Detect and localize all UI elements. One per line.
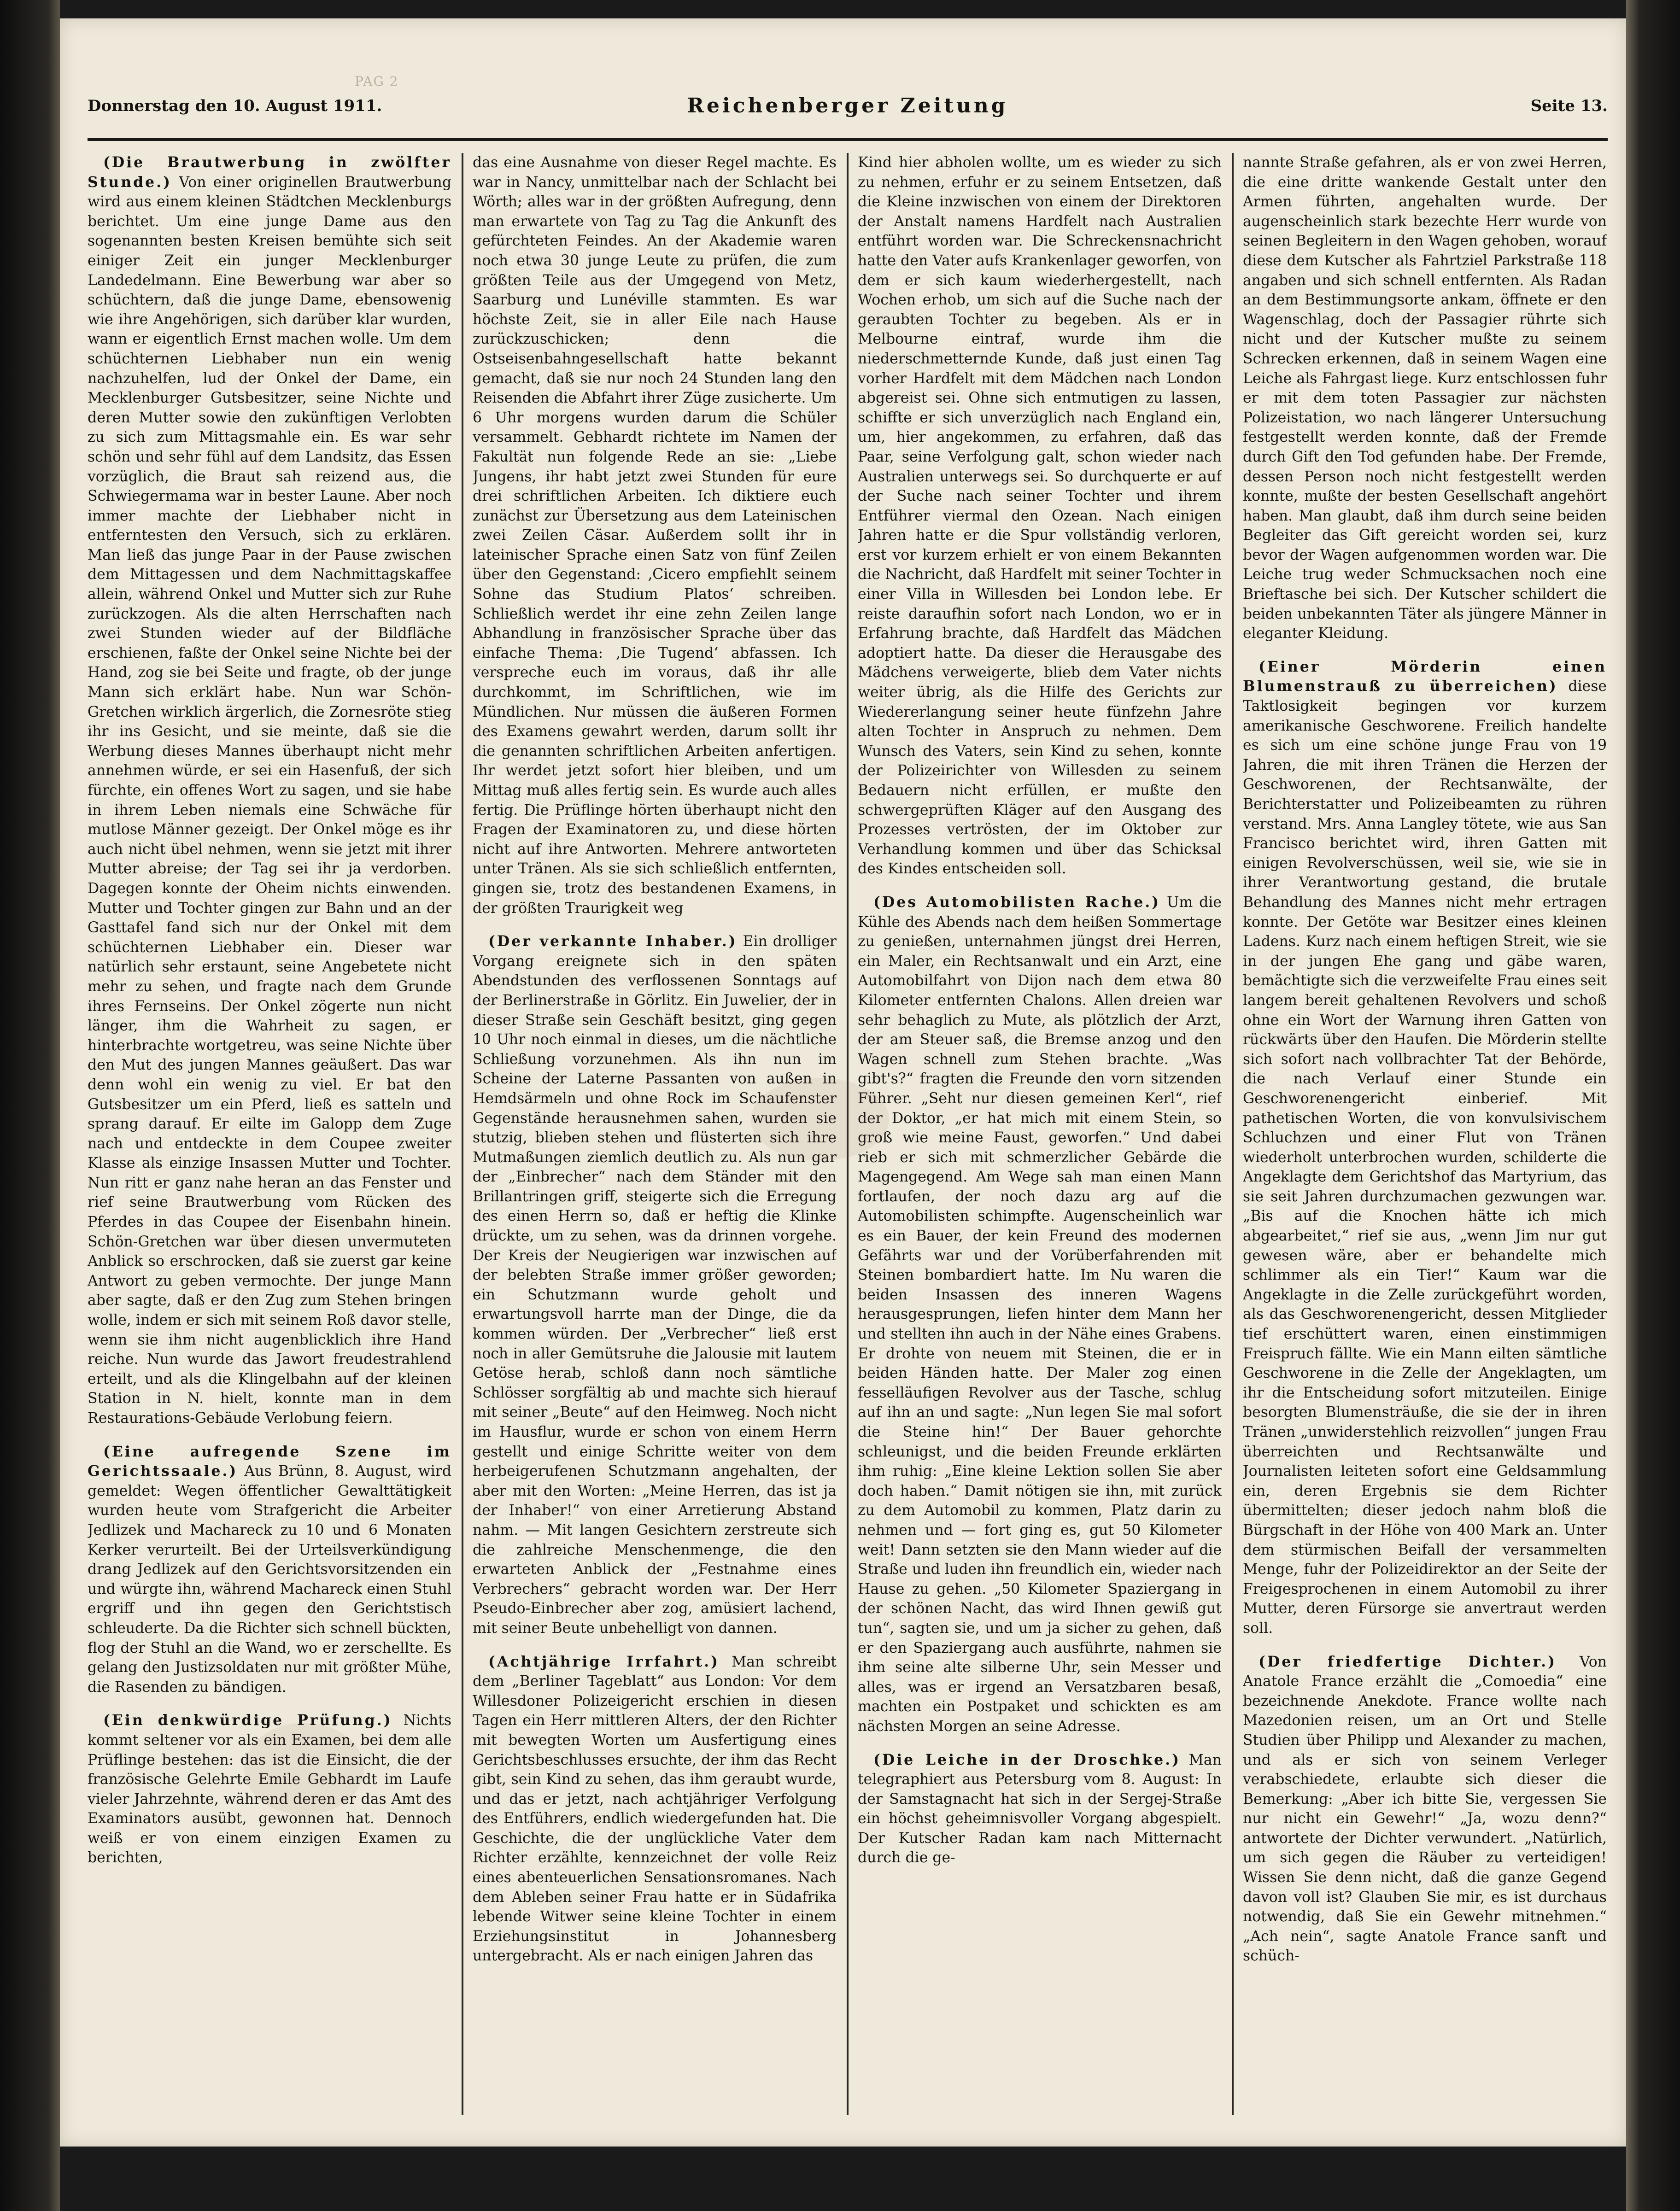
article [858, 153, 1222, 879]
faint-page-mark: PAG 2 [355, 74, 399, 89]
article-heading: (Einer Mörderin einen Blumenstrauß zu überreichen) [1243, 658, 1607, 695]
article-text: Aus Brünn, 8. August, wird gemeldet: Wegen öffentlicher Gewalttätigkeit wurden heute vom Strafgericht die Arbeiter Jedlizek und Machareck zu 10 und 6 Monaten Kerker verurteilt. Bei der Urteilsverkündigung drang Jedlizek auf den Gerichtsvorsitzenden ein und würgte ihn, während Machareck einen Stuhl ergriff und ihn gegen den Gerichtstisch schleuderte. Da die Richter sich schnell bückten, flog der Stuhl an die Wand, wo er zerschellte. Es gelang den Justizsoldaten nur mit größter Mühe, die Rasenden zu bändigen. [88, 1463, 451, 1696]
column-1 [88, 153, 451, 2115]
article-text: Man schreibt dem „Berliner Tageblatt“ aus London: Vor dem Willesdoner Polizeigericht erschien in diesen Tagen ein Herr mittleren Alters, der den Richter mit bewegten Worten um Ausfertigung eines Gerichtsbeschlusses ersuchte, der ihm das Recht gibt, sein Kind zu sehen, das ihm geraubt wurde, und das er jetzt, nach achtjähriger Verfolgung des Entführers, endlich wiedergefunden hat. Die Geschichte, die der unglückliche Vater dem Richter erzählte, kennzeichnet der volle Reiz eines abenteuerlichen Sensationsromanes. Nach dem Ableben seiner Frau hatte er in Südafrika lebende Witwer seine kleine Tochter in einem Erziehungsinstitut in Johannesberg untergebracht. Als er nach einigen Jahren das [473, 1653, 837, 1965]
article-text: das eine Ausnahme von dieser Regel machte. Es war in Nancy, unmittelbar nach der Schlacht bei Wörth; alles war in der größten Aufregung, denn man erwartete von Tag zu Tag die Ankunft des gefürchteten Feindes. An der Akademie waren noch etwa 30 junge Leute zu prüfen, die zum größten Teile aus der Umgegend von Metz, Saarburg und Lunéville stammten. Es war höchste Zeit, sie in aller Eile nach Hause zurückzuschicken; denn die Ostseisenbahngesellschaft hatte bekannt gemacht, daß sie nur noch 24 Stunden lang den Reisenden die Abfahrt ihrer Züge zusicherte. Um 6 Uhr morgens wurden darum die Schüler versammelt. Gebhardt richtete im Namen der Fakultät nun folgende Rede an sie: „Liebe Jungens, ihr habt jetzt zwei Stunden für eure drei schriftlichen Arbeiten. Ich diktiere euch zunächst zur Übersetzung aus dem Lateinischen zwei Zeilen Cäsar. Außerdem sollt ihr in lateinischer Sprache einen Satz von fünf Zeilen über den Gegenstand: ‚Cicero empfiehlt seinem Sohne das Studium Platos‘ schreiben. Schließlich werdet ihr eine zehn Zeilen lange Abhandlung in französischer Sprache über das einfache Thema: ‚Die Tugend‘ abfassen. Ich verspreche euch im voraus, daß ihr alle durchkommt, im Schriftlichen, wie im Mündlichen. Nur müssen die äußeren Formen des Examens gewahrt werden, darum sollt ihr die genannten schriftlichen Arbeiten anfertigen. Ihr werdet jetzt sofort hier bleiben, und um Mittag muß alles fertig sein. Es wurde auch alles fertig. Die Prüflinge hörten überhaupt nicht den Fragen der Examinatoren zu, und diese hörten nicht auf ihre Antworten. Mehrere antworteten unter Tränen. Als sie sich schließlich entfernten, gingen sie, trotz des bestandenen Examens, in der größten Traurigkeit weg [473, 154, 837, 917]
article-heading: (Eine aufregende Szene im Gerichtssaale.) [88, 1443, 451, 1480]
article-text: diese Taktlosigkeit begingen vor kurzem amerikanische Geschworene. Freilich handelte es sich um eine schöne junge Frau von 19 Jahren, die mit ihren Tränen die Herzen der Geschworenen, der Rechtsanwälte, der Berichterstatter und Polizeibeamten zu rühren verstand. Mrs. Anna Langley tötete, wie aus San Francisco berichtet wird, ihren Gatten mit einigen Revolverschüssen, weil sie, wie sie in ihrer Verantwortung gestand, die brutale Behandlung des Mannes nicht mehr ertragen konnte. Der Getöte war Besitzer eines kleinen Ladens. Kurz nach einem heftigen Streit, wie sie in der jungen Ehe gang und gäbe waren, bemächtigte sich die verzweifelte Frau eines seit langem bereit gehaltenen Revolvers und schoß ohne ein Wort der Warnung ihren Gatten von rückwärts über den Haufen. Die Mörderin stellte sich sofort nach vollbrachter Tat der Behörde, die nach Verlauf einer Stunde ein Geschworenengericht einberief. Mit pathetischen Worten, die von konvulsivischem Schluchzen und einer Flut von Tränen wiederholt unterbrochen wurden, schilderte die Angeklagte dem Gerichtshof das Martyrium, das sie seit Jahren durchzumachen gezwungen war. „Bis auf die Knochen hätte ich mich abgearbeitet,“ rief sie aus, „wenn Jim nur gut gewesen wäre, aber er behandelte mich schlimmer als ein Tier!“ Kaum war die Angeklagte in die Zelle zurückgeführt worden, als das Geschworenengericht, dessen Mitglieder tief erschüttert waren, einen einstimmigen Freispruch fällte. Wie ein Mann eilten sämtliche Geschworene in die Zelle der Angeklagten, um ihr die Entscheidung sofort mitzuteilen. Einige besorgten Blumensträuße, die sie der in ihren Tränen „unwiderstehlich reizvollen“ jungen Frau überreichten und Rechtsanwälte und Journalisten leiteten sofort eine Geldsammlung ein, deren Ergebnis sie dem Richter übermittelten; dieser jedoch nahm bloß die Bürgschaft in der Höhe von 400 Mark an. Unter dem stürmischen Beifall der versammelten Menge, fuhr der Polizeidirektor an der Seite der Freigesprochenen in einem Automobil zu ihrer Mutter, deren Fürsorge sie anvertraut werden soll. [1243, 678, 1607, 1637]
article-heading: (Achtjährige Irrfahrt.) [488, 1653, 720, 1670]
article [473, 1652, 837, 1966]
article-paragraph [473, 1652, 837, 1966]
article [1243, 153, 1607, 643]
article-text: nannte Straße gefahren, als er von zwei Herren, die eine dritte wankende Gestalt unter den Armen führten, angehalten wurde. Der augenscheinlich stark bezechte Herr wurde von seinen Begleitern in den Wagen gehoben, worauf diese dem Kutscher als Fahrtziel Parkstraße 118 angaben und sich schnell entfernten. Als Radan an dem Bestimmungsorte ankam, öffnete er den Wagenschlag, doch der Passagier rührte sich nicht und der Kutscher mußte zu seinem Schrecken erkennen, daß in seinem Wagen eine Leiche als Fahrgast liege. Kurz entschlossen fuhr er mit dem toten Passagier zur nächsten Polizeistation, wo nach längerer Untersuchung festgestellt werden konnte, daß der Fremde durch Gift den Tod gefunden habe. Der Fremde, dessen Person noch nicht festgestellt werden konnte, mußte der besten Gesellschaft angehört haben. Man glaubt, daß ihm durch seine beiden Begleiter das Gift gereicht worden sei, kurz bevor der Wagen aufgenommen worden war. Die Leiche trug weder Schmucksachen noch eine Brieftasche bei sich. Der Kutscher schildert die beiden unbekannten Täter als jüngere Männer in eleganter Kleidung. [1243, 154, 1607, 642]
article-paragraph [473, 932, 837, 1638]
article-paragraph [473, 153, 837, 918]
newspaper-title: Reichenberger Zeitung [687, 94, 1008, 117]
article-paragraph [1243, 153, 1607, 643]
column-rule [1232, 153, 1234, 2115]
article [88, 153, 451, 1428]
article [1243, 657, 1607, 1638]
article-heading: (Der friedfertige Dichter.) [1259, 1653, 1557, 1670]
column-4 [1243, 153, 1607, 2115]
article-paragraph [858, 893, 1222, 1737]
newspaper-page [60, 18, 1626, 2147]
article [473, 932, 837, 1638]
article-paragraph [88, 153, 451, 1428]
article-text: Man telegraphiert aus Petersburg vom 8. August: In der Samstagnacht hat sich in der Sergej-Straße ein höchst geheimnisvoller Vorgang abgespielt. Der Kutscher Radan kam nach Mitternacht durch die ge- [858, 1751, 1222, 1866]
article-heading: (Die Leiche in der Droschke.) [873, 1751, 1181, 1768]
article-text: Ein drolliger Vorgang ereignete sich in den späten Abendstunden des verflossenen Sonntags auf der Berlinerstraße in Görlitz. Ein Juwelier, der in dieser Straße sein Geschäft besitzt, ging gegen 10 Uhr noch einmal in dieses, um die nächtliche Schließung vorzunehmen. Als ihn nun im Scheine der Laterne Passanten von außen in Hemdsärmeln und ohne Rock im Schaufenster Gegenstände herausnehmen sahen, wurden sie stutzig, blieben stehen und flüsterten sich ihre Mutmaßungen ziemlich deutlich zu. Als nun gar der „Einbrecher“ nach dem Ständer mit den Brillantringen griff, steigerte sich die Erregung des einen Herrn so, daß er heftig die Klinke drückte, um zu sehen, was da drinnen vorgehe. Der Kreis der Neugierigen war inzwischen auf der belebten Straße immer größer geworden; ein Schutzmann wurde geholt und erwartungsvoll harrte man der Dinge, die da kommen würden. Der „Verbrecher“ ließ erst noch in aller Gemütsruhe die Jalousie mit lautem Getöse herab, schloß dann noch sämtliche Schlösser sorgfältig ab und machte sich hierauf mit seiner „Beute“ auf den Heimweg. Noch nicht im Hausflur, wurde er schon von einem Herrn gestellt und einige Schritte weiter von dem herbeigerufenen Schutzmann angehalten, der aber mit den Worten: „Meine Herren, das ist ja der Inhaber!“ von einer Arretierung Abstand nahm. — Mit langen Gesichtern zerstreute sich die zahlreiche Menschenmenge, die den erwarteten Anblick der „Festnahme eines Verbrechers“ gebracht worden war. Der Herr Pseudo-Einbrecher aber zog, amüsiert lachend, mit seiner Beute unbehelligt von dannen. [473, 933, 837, 1637]
scan-border-left [0, 0, 60, 2211]
article-paragraph [1243, 657, 1607, 1638]
paper-stain [244, 1723, 364, 1815]
article-paragraph [858, 1750, 1222, 1868]
article-heading: (Des Automobilisten Rache.) [873, 893, 1161, 911]
header-date: Donnerstag den 10. August 1911. [88, 97, 382, 115]
page-header [88, 94, 1608, 141]
article [1243, 1652, 1607, 1966]
article-heading: (Ein denkwürdige Prüfung.) [103, 1712, 392, 1729]
paper-stain [751, 1078, 889, 1161]
article-paragraph [1243, 1652, 1607, 1966]
article-text: Um die Kühle des Abends nach dem heißen Sommertage zu genießen, unternahmen jüngst drei Herren, ein Maler, ein Rechtsanwalt und ein Arzt, eine Automobilfahrt von Dijon nach dem etwa 80 Kilometer entfernten Chalons. Allen dreien war sehr behaglich zu Mute, als plötzlich der Arzt, der am Steuer saß, die Bremse anzog und den Wagen schnell zum Stehen brachte. „Was gibt's?“ fragten die Freunde den vorn sitzenden Führer. „Seht nur diesen gemeinen Kerl“, rief der Doktor, „er hat mich mit einem Stein, so groß wie meine Faust, geworfen.“ Und dabei rieb er sich mit schmerzlicher Gebärde die Magengegend. Am Wege sah man einen Mann fortlaufen, der noch dazu arg auf die Automobilisten schimpfte. Augenscheinlich war es ein Bauer, der kein Freund des modernen Gefährts war und der Vorüberfahrenden mit Steinen bombardiert hatte. Im Nu waren die beiden Insassen des inneren Wagens herausgesprungen, liefen hinter dem Mann her und stellten ihn auch in der Nähe eines Grabens. Er drohte von neuem mit Steinen, die er in beiden Händen hatte. Der Maler zog einen fesselläufigen Revolver aus der Tasche, schlug auf ihn an und sagte: „Nun legen Sie mal sofort die Steine hin!“ Der Bauer gehorchte schleunigst, und die beiden Freunde erklärten ihm ruhig: „Eine kleine Lektion sollen Sie aber doch haben.“ Damit nötigen sie ihn, mit zurück zu dem Automobil zu kommen, Platz darin zu nehmen und — fort ging es, gut 50 Kilometer weit! Dann setzten sie den Mann wieder auf die Straße und luden ihn freundlich ein, wieder nach Hause zu gehen. „50 Kilometer Spaziergang in der schönen Nacht, das wird Ihnen gewiß gut tun“, sagten sie, und um ja sicher zu gehen, daß er den Spaziergang auch ausführte, nahmen sie ihm seine alte silberne Uhr, sein Messer und alles, was er irgend an Versatzbaren besaß, machten ein Postpaket und schickten es am nächsten Morgen an seine Adresse. [858, 894, 1222, 1735]
article-text: Von einer originellen Brautwerbung wird aus einem kleinen Städtchen Mecklenburgs berichtet. Um eine junge Dame aus den sogenannten besten Kreisen bemühte sich seit einiger Zeit ein junger Mecklenburger Landedelmann. Eine Bewerbung war aber so schüchtern, daß die junge Dame, ebensowenig wie ihre Angehörigen, sich darüber klar wurden, wann er eigentlich Ernst machen wolle. Um dem schüchternen Liebhaber nun ein wenig nachzuhelfen, lud der Onkel der Dame, ein Mecklenburger Gutsbesitzer, seine Nichte und deren Mutter sowie den zukünftigen Verlobten zu sich zum Mittagsmahle ein. Es war sehr schön und sehr fühl auf dem Landsitz, das Essen vorzüglich, die Braut sah reizend aus, die Schwiegermama war in bester Laune. Aber noch immer machte der Liebhaber nicht in entferntesten den Versuch, sich zu erklären. Man ließ das junge Paar in der Pause zwischen dem Mittagessen und dem Nachmittagskaffee allein, während Onkel und Mutter sich zur Ruhe zurückzogen. Als die alten Herrschaften nach zwei Stunden wieder auf der Bildfläche erschienen, faßte der Onkel seine Nichte bei der Hand, zog sie bei Seite und fragte, ob der junge Mann sich erklärt habe. Nun war Schön-Gretchen wirklich ärgerlich, die Zornesröte stieg ihr ins Gesicht, und sie meinte, daß sie die Werbung dieses Mannes überhaupt nicht mehr annehmen würde, er sei ein Hasenfuß, der sich fürchte, ein offenes Wort zu sagen, und sie habe in ihrem Leben niemals eine Schwäche für mutlose Männer gezeigt. Der Onkel möge es ihr auch nicht übel nehmen, wenn sie jetzt mit ihrer Mutter abreise; der Tag sei ihr ja verdorben. Dagegen konnte der Oheim nichts einwenden. Mutter und Tochter gingen zur Bahn und an der Gasttafel fand sich nur der Onkel mit dem schüchternen Liebhaber ein. Dieser war natürlich sehr erstaunt, seine Angebetete nicht mehr zu sehen, und fragte nach dem Grunde ihres Fernseins. Der Onkel zögerte nun nicht länger, ihm die Wahrheit zu sagen, er hinterbrachte wortgetreu, was seine Nichte über den Mut des jungen Mannes geäußert. Das war denn wohl ein wenig zu viel. Er bat den Gutsbesitzer um ein Pferd, ließ es satteln und sprang darauf. Er eilte im Galopp dem Zuge nach und entdeckte in dem Coupee zweiter Klasse als einzige Insassen Mutter und Tochter. Nun ritt er ganz nahe heran an das Fenster und rief seine Brautwerbung vom Rücken des Pferdes in das Coupee der Eisenbahn hinein. Schön-Gretchen war über diesen unvermuteten Anblick so erschrocken, daß sie zuerst gar keine Antwort zu geben vermochte. Der junge Mann aber sagte, daß er den Zug zum Stehen bringen wolle, indem er sich mit seinem Roß davor stelle, wenn sie ihm nicht augenblicklich ihre Hand reiche. Nun wurde das Jawort freudestrahlend erteilt, und als die Klingelbahn auf der kleinen Station in N. hielt, konnte man in dem Restaurations-Gebäude Verlobung feiern. [88, 174, 451, 1427]
article-heading: (Der verkannte Inhaber.) [488, 933, 738, 950]
article-text: Von Anatole France erzählt die „Comoedia“ eine bezeichnende Anekdote. France wollte nach Mazedonien reisen, um an Ort und Stelle Studien über Philipp und Alexander zu machen, und als er sich von seinem Verleger verabschiedete, erlaubte sich dieser die Bemerkung: „Aber ich bitte Sie, vergessen Sie nur nicht ein Gewehr!“ „Ja, wozu denn?“ antwortete der Dichter verwundert. „Natürlich, um sich gegen die Räuber zu verteidigen! Wissen Sie denn nicht, daß die ganze Gegend davon voll ist? Glauben Sie mir, es ist durchaus notwendig, daß Sie ein Gewehr mitnehmen.“ „Ach nein“, sagte Anatole France sanft und schüch- [1243, 1653, 1607, 1965]
article [88, 1442, 451, 1697]
column-3 [858, 153, 1222, 2115]
article-heading: (Die Brautwerbung in zwölfter Stunde.) [88, 154, 451, 191]
article-paragraph [858, 153, 1222, 879]
scan-border-right [1626, 0, 1680, 2211]
article-text: Nichts kommt seltener vor als ein Examen, bei dem alle Prüflinge bestehen: das ist die Einsicht, die der französische Gelehrte Emile Gebhardt im Laufe vieler Jahrzehnte, während deren er das Amt des Examinators ausübt, gewonnen hat. Dennoch weiß er von einem einzigen Examen zu berichten, [88, 1712, 451, 1866]
article [858, 1750, 1222, 1868]
article [473, 153, 837, 918]
column-rule [462, 153, 463, 2115]
page-number: Seite 13. [1530, 97, 1608, 115]
article-text: Kind hier abholen wollte, um es wieder zu sich zu nehmen, erfuhr er zu seinem Entsetzen, daß die Kleine inzwischen von einem der Direktoren der Anstalt namens Hardfelt nach Australien entführt worden war. Die Schreckensnachricht hatte den Vater aufs Krankenlager geworfen, von dem er sich kaum wiederhergestellt, nach Wochen erhob, um sich auf die Suche nach der geraubten Tochter zu begeben. Als er in Melbourne eintraf, wurde ihm die niederschmetternde Kunde, daß just einen Tag vorher Hardfelt mit dem Mädchen nach London abgereist sei. Ohne sich entmutigen zu lassen, schiffte er sich unverzüglich nach England ein, um, hier angekommen, zu erfahren, daß das Paar, seine Verfolgung galt, schon wieder nach Australien unterwegs sei. So durchquerte er auf der Suche nach seiner Tochter und ihrem Entführer viermal den Ozean. Nach einigen Jahren hatte er die Spur vollständig verloren, erst vor kurzem erhielt er von einem Bekannten die Nachricht, daß Hardfelt mit seiner Tochter in einer Villa in Willesden bei London lebe. Er reiste daraufhin sofort nach London, wo er in Erfahrung brachte, daß Hardfelt das Mädchen adoptiert hatte. Da dieser die Herausgabe des Mädchens verweigerte, blieb dem Vater nichts weiter übrig, als die Hilfe des Gerichts zur Wiedererlangung seiner heute fünfzehn Jahre alten Tochter in Anspruch zu nehmen. Dem Wunsch des Vaters, sein Kind zu sehen, konnte der Polizeirichter von Willesden zu seinem Bedauern nicht erfüllen, er mußte den schwergeprüften Kläger auf den Ausgang des Prozesses vertrösten, der im Oktober zur Verhandlung kommen und über das Schicksal des Kindes entscheiden soll. [858, 154, 1222, 877]
article-paragraph [88, 1442, 451, 1697]
article [858, 893, 1222, 1737]
